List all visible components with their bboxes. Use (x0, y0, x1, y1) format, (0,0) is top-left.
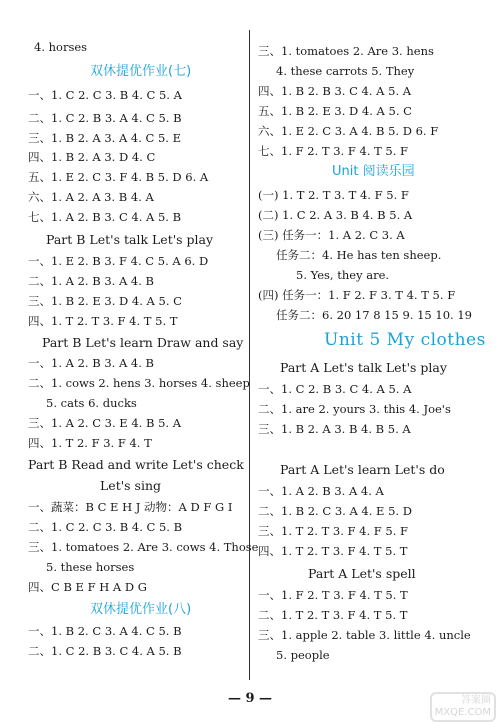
answer-line: 一、1. A 2. B 3. A 4. A (258, 484, 384, 498)
answer-line: 二、1. are 2. yours 3. this 4. Joe's (258, 402, 451, 416)
answer-line: 任务二：6. 20 17 8 15 9. 15 10. 19 (276, 308, 472, 322)
unit-label: Unit (332, 164, 363, 179)
section-heading: 双休提优作业(八) (90, 602, 192, 617)
answer-line: 三、1. tomatoes 2. Are 3. hens (258, 44, 434, 58)
section-heading: 双休提优作业(七) (90, 64, 192, 79)
page-number: — 9 — (227, 691, 273, 706)
answer-line: 四、1. T 2. F 3. F 4. T (28, 436, 152, 450)
answer-line: (一) 1. T 2. T 3. T 4. F 5. F (258, 188, 409, 202)
watermark-line2: MXQE.COM (434, 707, 491, 718)
answer-line: 任务二：4. He has ten sheep. (276, 248, 442, 262)
answer-line: 三、1. tomatoes 2. Are 3. cows 4. Those (28, 540, 259, 554)
answer-line: 七、1. A 2. B 3. C 4. A 5. B (28, 210, 182, 224)
watermark-box (430, 692, 496, 722)
answer-line: 五、1. E 2. C 3. F 4. B 5. D 6. A (28, 170, 209, 184)
unit-name: 阅读乐园 (362, 164, 415, 179)
answer-line: 二、1. B 2. C 3. A 4. E 5. D (258, 504, 412, 518)
answer-line: 一、1. E 2. B 3. F 4. C 5. A 6. D (28, 254, 209, 268)
answer-line: 一、1. F 2. T 3. F 4. T 5. T (258, 588, 408, 602)
answer-line: 4. horses (34, 40, 88, 54)
answer-line: 四、1. B 2. A 3. D 4. C (28, 150, 156, 164)
answer-line: 四、1. T 2. T 3. F 4. T 5. T (28, 314, 178, 328)
answer-line: 5. Yes, they are. (296, 268, 390, 282)
answer-line: 四、1. T 2. T 3. F 4. T 5. T (258, 544, 408, 558)
part-heading: Part B Let's talk Let's play (46, 232, 214, 247)
answer-line: 四、1. B 2. B 3. C 4. A 5. A (258, 84, 412, 98)
column-divider (249, 30, 250, 680)
answer-line: 5. these horses (46, 560, 135, 574)
answer-line: 二、1. A 2. B 3. A 4. B (28, 274, 154, 288)
answer-line: (二) 1. C 2. A 3. B 4. B 5. A (258, 208, 413, 222)
answer-line: 三、1. T 2. T 3. F 4. F 5. F (258, 524, 409, 538)
watermark-logo (418, 692, 496, 720)
part-heading: Part B Let's learn Draw and say (42, 335, 244, 350)
answer-line: 三、1. B 2. A 3. B 4. B 5. A (258, 422, 411, 436)
answer-line: 三、1. apple 2. table 3. little 4. uncle (258, 628, 471, 642)
answer-line: 二、1. T 2. T 3. F 4. T 5. T (258, 608, 408, 622)
answer-line: 一、1. B 2. C 3. A 4. C 5. B (28, 624, 182, 638)
answer-line: 三、1. B 2. A 3. A 4. C 5. E (28, 131, 182, 145)
answer-line: 三、1. B 2. E 3. D 4. A 5. C (28, 294, 182, 308)
watermark-line1: 答案圈 (461, 695, 491, 706)
answer-line: 二、1. cows 2. hens 3. horses 4. sheep (28, 376, 250, 390)
answer-line: 5. cats 6. ducks (46, 396, 137, 410)
answer-line: 4. these carrots 5. They (276, 64, 415, 78)
answer-line: 一、1. A 2. B 3. A 4. B (28, 356, 154, 370)
answer-line: 三、1. A 2. C 3. E 4. B 5. A (28, 416, 182, 430)
part-heading: Part A Let's talk Let's play (280, 360, 447, 375)
answer-line: 六、1. A 2. A 3. B 4. A (28, 190, 154, 204)
answer-line: (四) 任务一：1. F 2. F 3. T 4. T 5. F (258, 288, 456, 302)
answer-line: 一、蔬菜：B C E H J 动物：A D F G I (28, 500, 233, 514)
answer-line: 四、C B E F H A D G (28, 580, 147, 594)
answer-line: 五、1. B 2. E 3. D 4. A 5. C (258, 104, 412, 118)
answer-line: 一、1. C 2. B 3. C 4. A 5. A (258, 382, 412, 396)
part-heading: Part B Read and write Let's check (28, 457, 244, 472)
answer-line: 二、1. C 2. B 3. C 4. A 5. B (28, 644, 182, 658)
answer-line: (三) 任务一：1. A 2. C 3. A (258, 228, 405, 242)
part-heading: Part A Let's spell (308, 566, 416, 581)
part-heading: Let's sing (100, 478, 162, 493)
unit-heading (332, 164, 415, 180)
answer-line: 二、1. C 2. B 3. A 4. C 5. B (28, 111, 182, 125)
answer-line: 二、1. C 2. C 3. B 4. C 5. B (28, 520, 183, 534)
answer-line: 七、1. F 2. T 3. F 4. T 5. F (258, 144, 409, 158)
answer-line: 一、1. C 2. C 3. B 4. C 5. A (28, 88, 182, 102)
part-heading: Part A Let's learn Let's do (280, 462, 445, 477)
answer-line: 六、1. E 2. C 3. A 4. B 5. D 6. F (258, 124, 439, 138)
unit-title: Unit 5 My clothes (324, 330, 486, 350)
answer-line: 5. people (276, 648, 330, 662)
